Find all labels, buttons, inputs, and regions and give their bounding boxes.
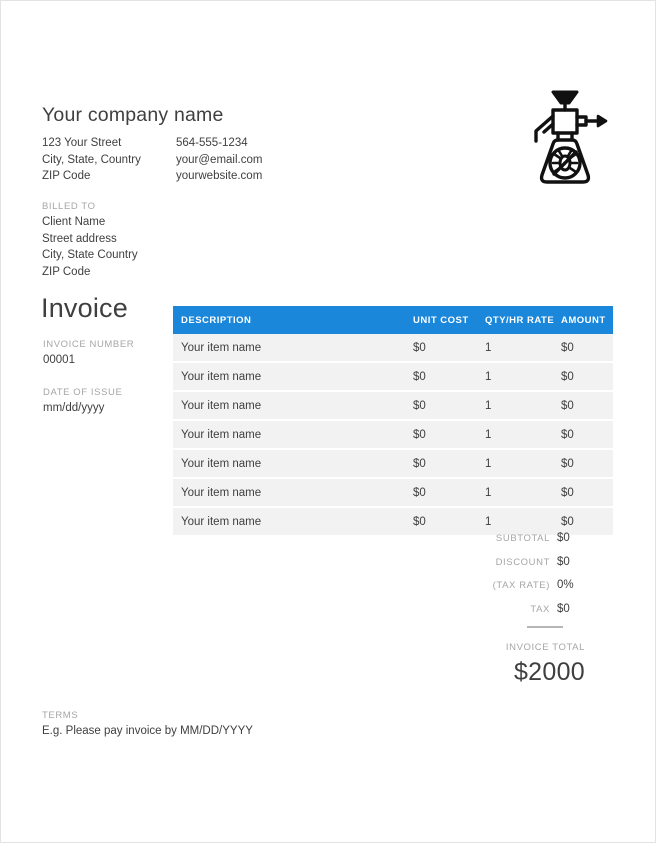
cell-unit-cost[interactable]: $0 xyxy=(413,478,485,507)
pest-control-sprayer-icon xyxy=(520,83,612,191)
cell-qty[interactable]: 1 xyxy=(485,334,561,362)
table-row xyxy=(173,478,613,507)
invoice-number-group xyxy=(43,337,173,368)
invoice-number-value: 00001 xyxy=(43,354,75,366)
cell-amount[interactable]: $0 xyxy=(561,334,613,362)
cell-qty[interactable]: 1 xyxy=(485,391,561,420)
cell-qty[interactable]: 1 xyxy=(485,420,561,449)
terms-label: TERMS xyxy=(42,710,79,721)
cell-amount[interactable]: $0 xyxy=(561,507,613,536)
billed-to-label: BILLED TO xyxy=(42,201,96,212)
company-phone: 564-555-1234 xyxy=(176,137,248,150)
client-city: City, State Country xyxy=(42,249,138,261)
subtotal-row xyxy=(401,532,613,544)
billed-to-block xyxy=(42,199,242,280)
page-title: Invoice xyxy=(41,293,128,323)
company-address-line: City, State, Country xyxy=(42,153,141,166)
line-items-table xyxy=(173,306,613,537)
table-row xyxy=(173,391,613,420)
discount-row xyxy=(401,556,613,568)
table-row xyxy=(173,449,613,478)
terms-text[interactable]: E.g. Please pay invoice by MM/DD/YYYY xyxy=(42,725,253,737)
cell-unit-cost[interactable]: $0 xyxy=(413,507,485,536)
invoice-total-block xyxy=(401,642,585,687)
cell-description[interactable]: Your item name xyxy=(173,391,413,420)
invoice-meta xyxy=(43,337,173,433)
terms-block xyxy=(42,708,462,739)
cell-unit-cost[interactable]: $0 xyxy=(413,449,485,478)
tax-value: $0 xyxy=(557,602,570,615)
discount-value[interactable]: $0 xyxy=(557,555,570,568)
cell-description[interactable]: Your item name xyxy=(173,507,413,536)
company-address-column xyxy=(42,135,176,185)
date-of-issue-label: DATE OF ISSUE xyxy=(43,387,123,398)
cell-qty[interactable]: 1 xyxy=(485,449,561,478)
company-address-line: ZIP Code xyxy=(42,170,91,183)
date-of-issue-group xyxy=(43,385,173,416)
table-row xyxy=(173,420,613,449)
cell-qty[interactable]: 1 xyxy=(485,507,561,536)
cell-description[interactable]: Your item name xyxy=(173,334,413,362)
cell-amount[interactable]: $0 xyxy=(561,478,613,507)
cell-qty[interactable]: 1 xyxy=(485,478,561,507)
table-row xyxy=(173,362,613,391)
cell-unit-cost[interactable]: $0 xyxy=(413,391,485,420)
cell-unit-cost[interactable]: $0 xyxy=(413,362,485,391)
column-header-qty: QTY/HR RATE xyxy=(485,306,561,334)
cell-description[interactable]: Your item name xyxy=(173,362,413,391)
tax-rate-row xyxy=(401,579,613,591)
cell-qty[interactable]: 1 xyxy=(485,362,561,391)
cell-unit-cost[interactable]: $0 xyxy=(413,334,485,362)
company-name: Your company name xyxy=(42,104,224,126)
cell-amount[interactable]: $0 xyxy=(561,391,613,420)
company-contact-columns xyxy=(42,135,512,185)
cell-description[interactable]: Your item name xyxy=(173,478,413,507)
cell-amount[interactable]: $0 xyxy=(561,420,613,449)
tax-row xyxy=(401,603,613,615)
column-header-amount: AMOUNT xyxy=(561,306,613,334)
cell-amount[interactable]: $0 xyxy=(561,362,613,391)
table-row xyxy=(173,334,613,362)
client-street: Street address xyxy=(42,232,117,245)
cell-unit-cost[interactable]: $0 xyxy=(413,420,485,449)
company-email: your@email.com xyxy=(176,153,263,166)
column-header-unit-cost: UNIT COST xyxy=(413,306,485,334)
company-contact-column xyxy=(176,135,376,185)
discount-label: DISCOUNT xyxy=(495,556,550,568)
tax-rate-value[interactable]: 0% xyxy=(557,579,574,591)
date-of-issue-value: mm/dd/yyyy xyxy=(43,402,105,414)
tax-label: TAX xyxy=(530,603,550,615)
cell-amount[interactable]: $0 xyxy=(561,449,613,478)
tax-rate-label: (TAX RATE) xyxy=(492,580,550,591)
client-name: Client Name xyxy=(42,216,106,228)
subtotal-label: SUBTOTAL xyxy=(495,533,550,544)
totals-divider xyxy=(527,626,563,628)
subtotal-value: $0 xyxy=(557,532,570,544)
cell-description[interactable]: Your item name xyxy=(173,420,413,449)
cell-description[interactable]: Your item name xyxy=(173,449,413,478)
totals-section xyxy=(401,532,613,687)
company-header xyxy=(42,105,512,185)
invoice-total-label: INVOICE TOTAL xyxy=(505,642,585,653)
invoice-number-label: INVOICE NUMBER xyxy=(43,339,135,350)
company-address-line: 123 Your Street xyxy=(42,137,122,150)
company-website: yourwebsite.com xyxy=(176,170,263,183)
invoice-total-value: $2000 xyxy=(513,658,585,686)
column-header-description: DESCRIPTION xyxy=(173,306,413,334)
client-zip: ZIP Code xyxy=(42,265,91,278)
table-header-row xyxy=(173,306,613,334)
